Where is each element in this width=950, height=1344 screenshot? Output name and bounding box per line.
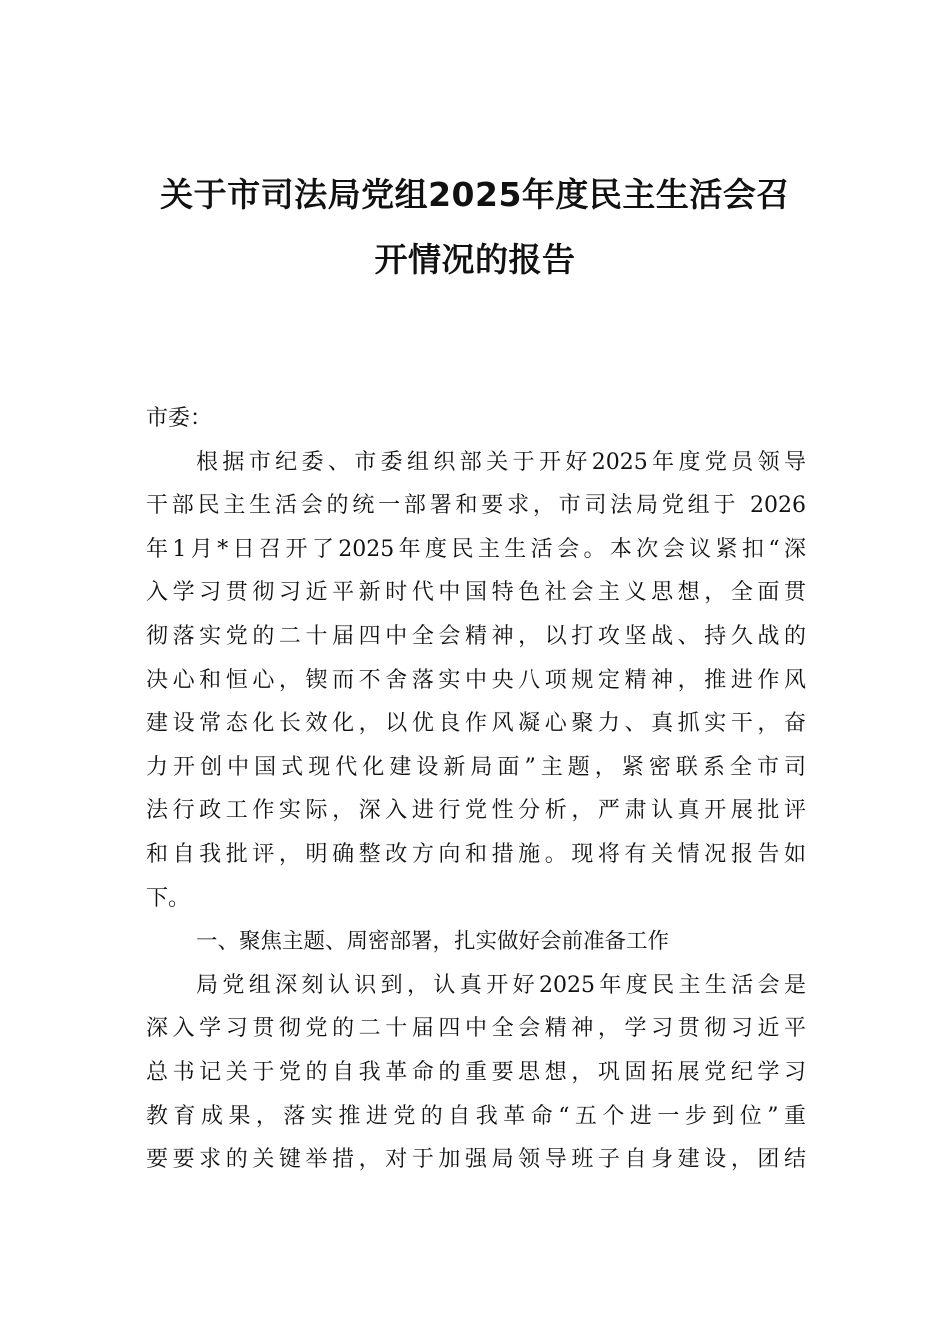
paragraph-line: 法行政工作实际，深入进行党性分析，严肃认真开展批评	[146, 798, 806, 824]
paragraph-line: 年1月*日召开了2025年度民主生活会。本次会议紧扣“深	[146, 536, 806, 562]
paragraph-line: 深入学习贯彻党的二十届四中全会精神，学习贯彻习近平	[146, 1016, 806, 1042]
paragraph-1	[146, 441, 806, 921]
paragraph-line: 教育成果，落实推进党的自我革命“五个进一步到位”重	[146, 1103, 806, 1129]
paragraph-line: 彻落实党的二十届四中全会精神，以打攻坚战、持久战的	[146, 623, 806, 649]
document-title	[140, 162, 810, 292]
paragraph-line: 根据市纪委、市委组织部关于开好2025年度党员领导	[196, 449, 806, 475]
title-line-1: 关于市司法局党组2025年度民主生活会召	[160, 175, 790, 214]
paragraph-line: 下。	[146, 885, 191, 911]
title-line-2: 开情况的报告	[374, 240, 576, 279]
paragraph-line: 局党组深刻认识到，认真开好2025年度民主生活会是	[196, 972, 806, 998]
paragraph-line: 和自我批评，明确整改方向和措施。现将有关情况报告如	[146, 841, 806, 867]
paragraph-line: 要要求的关键举措，对于加强局领导班子自身建设，团结	[146, 1147, 806, 1173]
paragraph-line: 建设常态化长效化，以优良作风凝心聚力、真抓实干，奋	[146, 711, 806, 737]
paragraph-2	[146, 964, 806, 1182]
paragraph-line: 总书记关于党的自我革命的重要思想，巩固拓展党纪学习	[146, 1059, 806, 1085]
document-body	[146, 397, 806, 1182]
paragraph-line: 力开创中国式现代化建设新局面”主题，紧密联系全市司	[146, 754, 806, 780]
paragraph-line: 决心和恒心，锲而不舍落实中央八项规定精神，推进作风	[146, 667, 806, 693]
paragraph-line: 入学习贯彻习近平新时代中国特色社会主义思想，全面贯	[146, 580, 806, 606]
salutation: 市委：	[146, 406, 213, 431]
paragraph-line: 干部民主生活会的统一部署和要求，市司法局党组于 2026	[146, 493, 806, 519]
section-heading-1: 一、聚焦主题、周密部署，扎实做好会前准备工作	[196, 929, 670, 955]
